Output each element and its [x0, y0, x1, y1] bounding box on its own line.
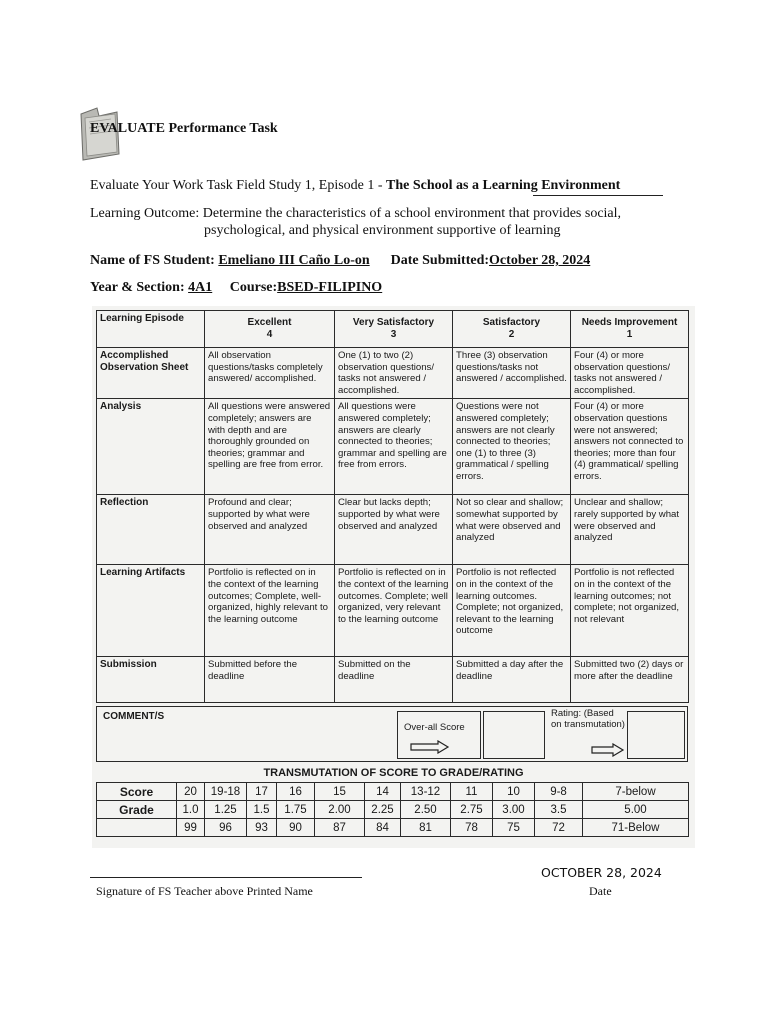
section-line	[90, 280, 382, 296]
table-row	[97, 495, 689, 565]
task-line	[90, 178, 620, 194]
date-value: OCTOBER 28, 2024	[541, 865, 662, 880]
table-row	[97, 399, 689, 495]
grade-cell: 2.50	[401, 801, 451, 819]
student-name: Emeliano III Caño Lo-on	[218, 253, 370, 268]
grade-cell: 1.75	[277, 801, 315, 819]
date-label: Date	[589, 884, 612, 898]
date-submitted: October 28, 2024	[489, 253, 591, 268]
rubric-cell: Portfolio is reflected on in the context of the learning outcomes. Complete; well organized, very relevant to the learning outcome	[335, 565, 453, 657]
rubric-cell: One (1) to two (2) observation questions/ tasks not answered / accomplished.	[335, 348, 453, 399]
signature-line	[90, 877, 362, 878]
rubric-header-satisfactory: Satisfactory 2	[453, 311, 571, 348]
arrow-right-icon	[410, 740, 450, 754]
grade-cell: 5.00	[583, 801, 689, 819]
grade-cell: 1.0	[177, 801, 205, 819]
rubric-cell: Unclear and shallow; rarely supported by what were observed and analyzed	[571, 495, 689, 565]
rubric-header-excellent: Excellent 4	[205, 311, 335, 348]
rating-cell: 72	[535, 819, 583, 837]
rubric-header-very-satisfactory: Very Satisfactory 3	[335, 311, 453, 348]
rating-cell: 96	[205, 819, 247, 837]
rubric-cell: Submitted on the deadline	[335, 657, 453, 703]
score-cell: 7-below	[583, 783, 689, 801]
criterion-label: Accomplished Observation Sheet	[97, 348, 205, 399]
grade-cell: 1.25	[205, 801, 247, 819]
table-row	[97, 348, 689, 399]
grade-cell: 2.75	[451, 801, 493, 819]
score-cell: 14	[365, 783, 401, 801]
comments-label: COMMENT/S	[103, 711, 165, 722]
rating-box	[627, 711, 685, 759]
score-cell: 15	[315, 783, 365, 801]
rating-cell: 75	[493, 819, 535, 837]
rubric-cell: All questions were answered completely; answers are clearly connected to theories; grammar and spelling are free from errors.	[335, 399, 453, 495]
rubric-header-episode: Learning Episode	[97, 311, 205, 348]
rubric-cell: Portfolio is not reflected on in the context of the learning outcomes. Complete; not organized, relevant to the learning outcome	[453, 565, 571, 657]
section-label: Year & Section:	[90, 280, 185, 295]
grade-cell: 2.25	[365, 801, 401, 819]
score-cell: 11	[451, 783, 493, 801]
rubric-cell: Portfolio is not reflected on in the context of the learning outcomes; not complete; not organized, not relevant	[571, 565, 689, 657]
task-underline	[533, 195, 663, 196]
rubric-cell: All observation questions/tasks completely answered/ accomplished.	[205, 348, 335, 399]
rating-cell: 90	[277, 819, 315, 837]
grade-cell: 3.5	[535, 801, 583, 819]
learning-outcome-line2: psychological, and physical environment supportive of learning	[204, 223, 561, 238]
overall-score-label-box	[397, 711, 481, 759]
transmutation-title: TRANSMUTATION OF SCORE TO GRADE/RATING	[263, 767, 524, 779]
rubric-cell: Four (4) or more observation questions/ tasks not answered / accomplished.	[571, 348, 689, 399]
learning-outcome-line1: Learning Outcome: Determine the characteristics of a school environment that provides social,	[90, 206, 622, 221]
rubric-cell: Submitted a day after the deadline	[453, 657, 571, 703]
rubric-cell: Submitted before the deadline	[205, 657, 335, 703]
course-value: BSED-FILIPINO	[277, 280, 383, 295]
rubric-header-needs-improvement: Needs Improvement 1	[571, 311, 689, 348]
overall-score-label: Over-all Score	[404, 722, 465, 733]
course-label: Course:	[229, 280, 278, 295]
score-cell: 13-12	[401, 783, 451, 801]
criterion-label: Submission	[97, 657, 205, 703]
transmutation-table	[96, 782, 689, 837]
score-cell: 20	[177, 783, 205, 801]
rating-row-label	[97, 819, 177, 837]
overall-score-box	[483, 711, 545, 759]
score-cell: 9-8	[535, 783, 583, 801]
score-cell: 19-18	[205, 783, 247, 801]
comments-section	[96, 706, 688, 762]
rating-cell: 99	[177, 819, 205, 837]
rating-label: Rating: (Based on transmutation)	[551, 708, 625, 730]
table-row	[97, 565, 689, 657]
rubric-cell: Questions were not answered completely; answers are not clearly connected to theories; one (1) to three (3) grammatical / spelling errors.	[453, 399, 571, 495]
rubric-cell: Four (4) or more observation questions were not answered; answers not connected to theories; more than four (4) grammatical/ spelling errors.	[571, 399, 689, 495]
task-prefix: Evaluate Your Work Task Field Study 1, Episode 1 -	[90, 178, 387, 193]
rubric-cell: Three (3) observation questions/tasks not answered / accomplished.	[453, 348, 571, 399]
student-line	[90, 253, 590, 269]
grade-cell: 1.5	[247, 801, 277, 819]
rubric-cell: Portfolio is reflected on in the context of the learning outcomes; Complete, well-organized, highly relevant to the learning outcome	[205, 565, 335, 657]
rating-cell: 87	[315, 819, 365, 837]
rubric-scan	[92, 306, 695, 848]
table-row	[97, 801, 689, 819]
score-cell: 16	[277, 783, 315, 801]
date-submitted-label: Date Submitted:	[390, 253, 490, 268]
grade-cell: 2.00	[315, 801, 365, 819]
rubric-cell: Clear but lacks depth; supported by what were observed and analyzed	[335, 495, 453, 565]
score-cell: 10	[493, 783, 535, 801]
score-cell: 17	[247, 783, 277, 801]
page-title: EVALUATE Performance Task	[90, 121, 278, 136]
arrow-right-icon	[591, 743, 625, 757]
criterion-label: Reflection	[97, 495, 205, 565]
score-label: Score	[97, 783, 177, 801]
rubric-cell: Submitted two (2) days or more after the deadline	[571, 657, 689, 703]
rating-cell: 84	[365, 819, 401, 837]
rubric-cell: Not so clear and shallow; somewhat supported by what were observed and analyzed	[453, 495, 571, 565]
task-name: The School as a Learning Environment	[386, 178, 621, 193]
rubric-header-row	[97, 311, 689, 348]
table-row	[97, 783, 689, 801]
grade-cell: 3.00	[493, 801, 535, 819]
table-row	[97, 657, 689, 703]
grade-label: Grade	[97, 801, 177, 819]
rating-cell: 93	[247, 819, 277, 837]
rubric-cell: All questions were answered completely; answers are with depth and are thoroughly grounded on theories; grammar and spelling are free from error.	[205, 399, 335, 495]
rating-cell: 81	[401, 819, 451, 837]
student-name-label: Name of FS Student:	[90, 253, 215, 268]
criterion-label: Learning Artifacts	[97, 565, 205, 657]
rating-cell: 78	[451, 819, 493, 837]
criterion-label: Analysis	[97, 399, 205, 495]
rating-cell: 71-Below	[583, 819, 689, 837]
table-row	[97, 819, 689, 837]
rubric-table	[96, 310, 689, 703]
section-value: 4A1	[188, 280, 213, 295]
signature-label: Signature of FS Teacher above Printed Name	[96, 884, 313, 898]
rubric-cell: Profound and clear; supported by what were observed and analyzed	[205, 495, 335, 565]
